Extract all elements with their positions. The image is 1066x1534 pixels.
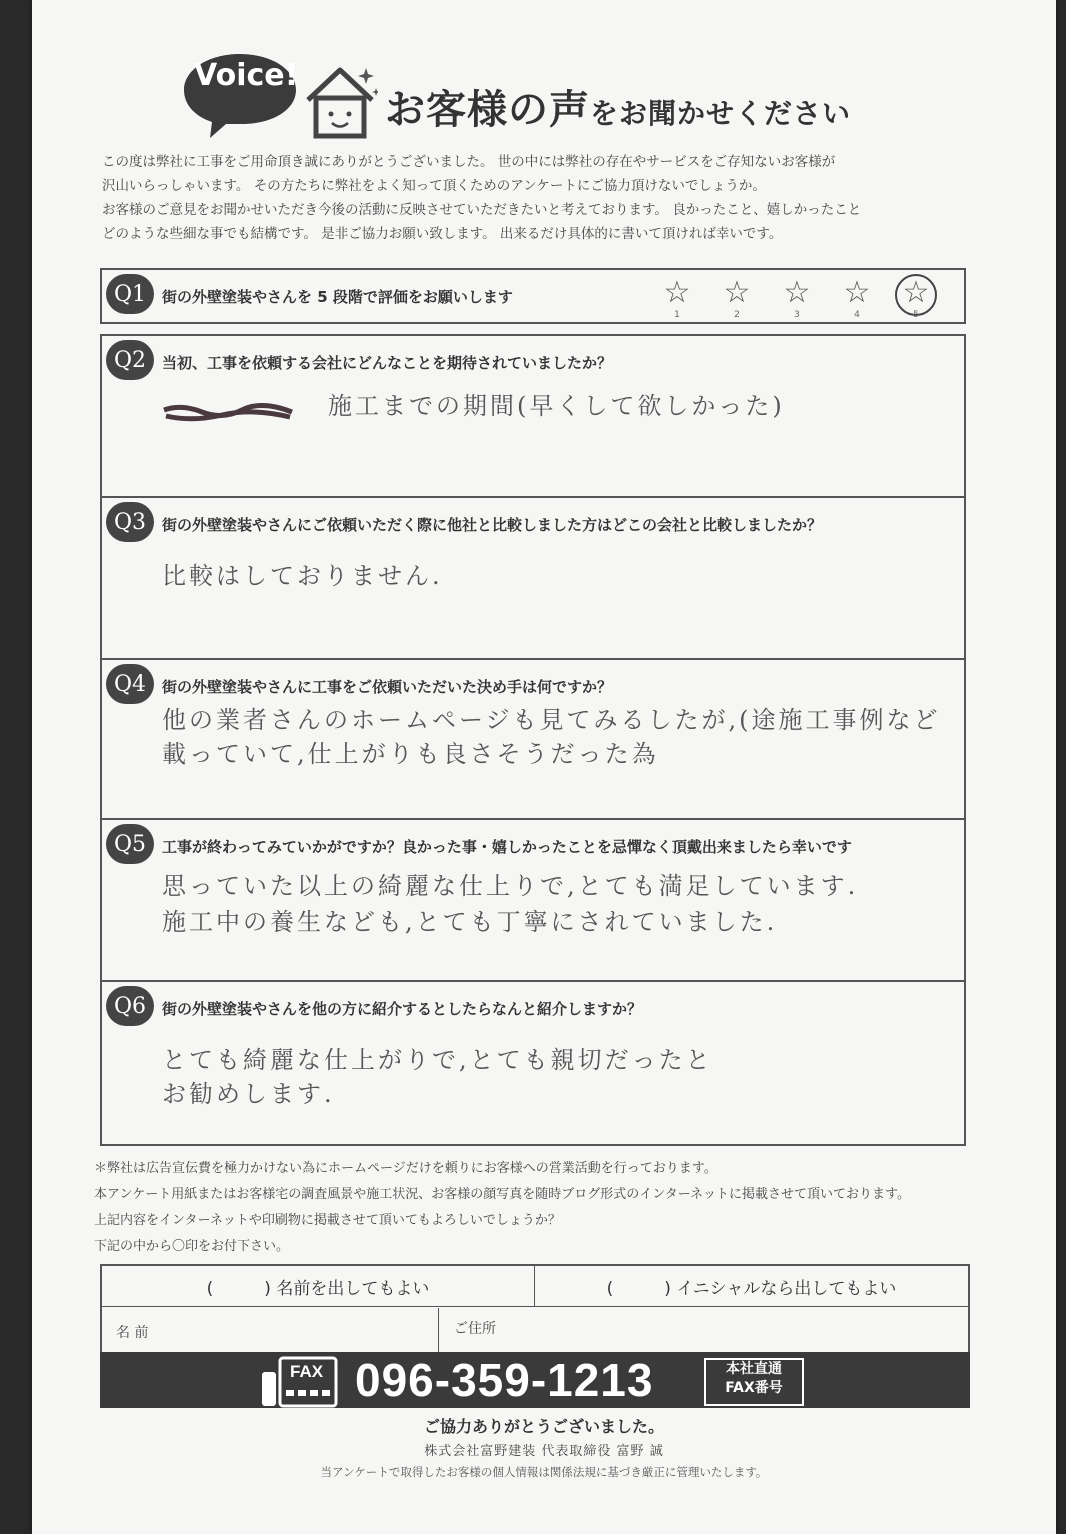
question-label: Q6 xyxy=(106,986,154,1026)
star-icon[interactable]: ☆ 3 xyxy=(783,275,811,320)
question-label: Q5 xyxy=(106,824,154,864)
answer-text: 思っていた以上の綺麗な仕上りで,とても満足しています. xyxy=(162,872,859,900)
footer-thanks: ご協力ありがとうございました。 xyxy=(423,1417,664,1436)
question-label: Q1 xyxy=(106,274,154,314)
fax-number: 096-359-1213 xyxy=(355,1354,654,1406)
survey-sheet xyxy=(32,0,1056,1534)
redacted-scribble xyxy=(162,402,294,424)
intro-line: どのような些細な事でも結構です。 是非ご協力お願い致します。 出来るだけ具体的に書いて頂ければ幸いです。 xyxy=(102,226,783,242)
question-text: 当初、工事を依頼する会社にどんなことを期待されていましたか？ xyxy=(162,354,613,372)
note-line: ＊弊社は広告宣伝費を極力かけない為にホームページだけを頼りにお客様への営業活動を行っております。 xyxy=(94,1161,717,1176)
star-icon[interactable]: ☆ 2 xyxy=(723,275,751,320)
question-6-box xyxy=(100,980,966,1146)
question-label: Q3 xyxy=(106,502,154,542)
answer-text: お勧めします. xyxy=(162,1080,335,1108)
badge-line: 本社直通 xyxy=(726,1361,782,1377)
consent-options-row xyxy=(102,1266,968,1307)
answer-text: 施工までの期間(早くして欲しかった) xyxy=(328,392,785,420)
intro-line: 沢山いらっしゃいます。 その方たちに弊社をよく知って頂くためのアンケートにご協力頂けないでしょうか。 xyxy=(102,178,766,194)
question-text: 街の外壁塗装やさんを他の方に紹介するとしたらなんと紹介しますか？ xyxy=(162,1000,643,1018)
question-text: 街の外壁塗装やさんに工事をご依頼いただいた決め手は何ですか？ xyxy=(162,678,613,696)
question-2-box xyxy=(100,334,966,500)
name-label: 名 前 xyxy=(116,1325,149,1341)
consent-option-initials[interactable]: ( ) イニシャルなら出してもよい xyxy=(606,1278,897,1299)
note-line: 本アンケート用紙またはお客様宅の調査風景や施工状況、お客様の顔写真を随時ブログ形式のインターネットに掲載させて頂いております。 xyxy=(94,1187,911,1202)
intro-text xyxy=(102,150,1002,246)
question-label: Q2 xyxy=(106,340,154,380)
star-icon[interactable]: ☆ 1 xyxy=(663,275,691,320)
title-part-3: をお聞かせください xyxy=(590,97,852,130)
note-line: 上記内容をインターネットや印刷物に掲載させて頂いてもよろしいでしょうか？ xyxy=(94,1213,561,1228)
star-rating xyxy=(657,276,957,320)
intro-line: お客様のご意見をお聞かせいただき今後の活動に反映させていただきたいと考えております。 良かったこと、嬉しかったこと xyxy=(102,202,862,218)
question-4-box xyxy=(100,658,966,822)
title-part-1: お客様の xyxy=(385,87,549,133)
question-text: 工事が終わってみていかがですか？良かった事・嬉しかったことを忌憚なく頂戴出来ましたら幸いです xyxy=(162,838,852,856)
question-1-box xyxy=(100,268,966,324)
title-part-2: 声 xyxy=(549,87,590,133)
footer-company: 株式会社富野建装 代表取締役 富野 誠 xyxy=(424,1444,664,1459)
question-3-box xyxy=(100,496,966,662)
fax-badge xyxy=(704,1358,804,1406)
intro-line: この度は弊社に工事をご用命頂き誠にありがとうございました。 世の中には弊社の存在やサービスをご存知ないお客様が xyxy=(102,154,836,170)
answer-text: とても綺麗な仕上がりで,とても親切だったと xyxy=(162,1046,713,1074)
consent-option-name[interactable]: ( ) 名前を出してもよい xyxy=(102,1266,535,1306)
question-label: Q4 xyxy=(106,664,154,704)
answer-text: 載っていて,仕上がりも良さそうだった為 xyxy=(162,740,659,768)
header xyxy=(180,40,940,150)
house-icon xyxy=(300,60,378,142)
answer-text: 他の業者さんのホームページも見てみるしたが,(途施工事例など xyxy=(162,706,941,734)
answer-text: 施工中の養生なども,とても丁寧にされていました. xyxy=(162,908,778,936)
contact-fields-row xyxy=(102,1308,968,1352)
consent-notes xyxy=(94,1156,1014,1260)
badge-line: FAX番号 xyxy=(725,1380,783,1396)
voice-badge: Voice! xyxy=(194,58,299,93)
star-icon[interactable]: ☆ 4 xyxy=(843,275,871,320)
fax-icon-label: FAX xyxy=(290,1362,324,1381)
address-label: ご住所 xyxy=(454,1321,496,1337)
fax-bar xyxy=(100,1352,970,1408)
question-5-box xyxy=(100,818,966,984)
star-icon-selected[interactable]: ☆ 5 xyxy=(895,274,937,316)
consent-table xyxy=(100,1264,970,1354)
name-field[interactable] xyxy=(102,1308,439,1352)
address-field[interactable] xyxy=(440,1308,968,1352)
question-text: 街の外壁塗装やさんを 5 段階で評価をお願いします xyxy=(162,288,513,306)
page-title xyxy=(385,78,851,135)
answer-text: 比較はしておりません. xyxy=(162,562,443,590)
question-text: 街の外壁塗装やさんにご依頼いただく際に他社と比較しました方はどこの会社と比較しましたか？ xyxy=(162,516,823,534)
footer-privacy: 当アンケートで取得したお客様の個人情報は関係法規に基づき厳正に管理いたします。 xyxy=(320,1465,768,1479)
note-line: 下記の中から〇印をお付下さい。 xyxy=(94,1239,290,1254)
